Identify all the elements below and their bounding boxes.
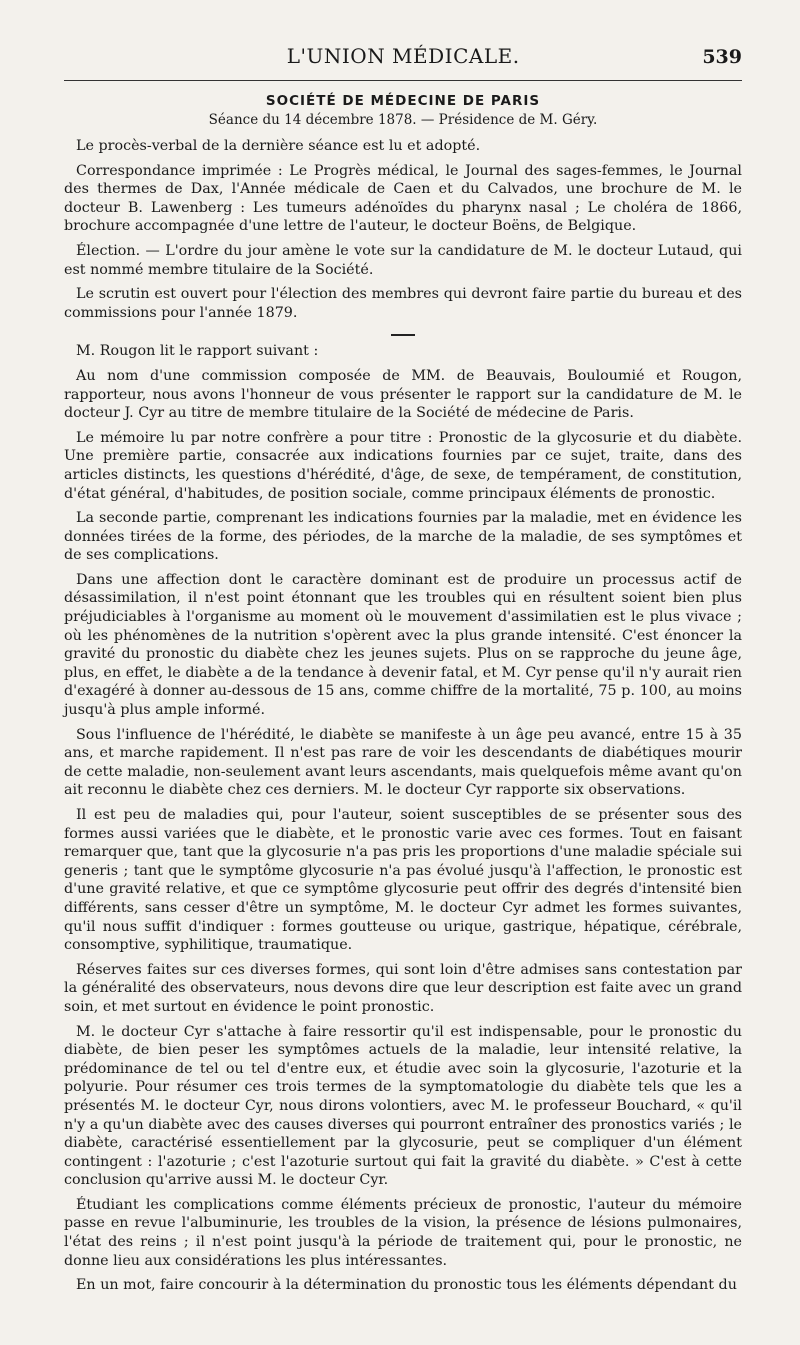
paragraph: Le scrutin est ouvert pour l'élection des membres qui devront faire partie du bureau et des commissions pour l'année 1879. <box>64 286 742 321</box>
paragraph: La seconde partie, comprenant les indications fournies par la maladie, met en évidence les données tirées de la forme, des périodes, de la marche de la maladie, de ses symptômes et de ses complications. <box>64 510 742 564</box>
session-line: Séance du 14 décembre 1878. — Présidence de M. Géry. <box>208 112 598 128</box>
paragraph: Sous l'influence de l'hérédité, le diabète se manifeste à un âge peu avancé, entre 15 à 35 ans, et marche rapidement. Il n'est pas rare de voir les descendants de diabétiques mourir de cette maladie, non-seulement avant leurs ascendants, mais quelquefois même avant qu'on ait reconnu le diabète chez ces derniers. M. le docteur Cyr rapporte six observations. <box>64 726 742 799</box>
paragraph: Élection. — L'ordre du jour amène le vote sur la candidature de M. le docteur Lutaud, qui est nommé membre titulaire de la Société. <box>64 242 742 278</box>
paragraph: Dans une affection dont le caractère dominant est de produire un processus actif de désassimilation, il n'est point étonnant que les troubles qui en résultent soient bien plus préjudiciables à l'organisme au moment où le mouvement d'assimilatien est le plus vivace ; où les phénomènes de la nutrition s'opèrent avec la plus grande intensité. C'est énoncer la gravité du pronostic du diabète chez les jeunes sujets. Plus on se rapproche du jeune âge, plus, en effet, le diabète a de la tendance à devenir fatal, et M. Cyr pense qu'il n'y aurait rien d'exagéré à donner au-dessous de 15 ans, comme chiffre de la mortalité, 75 p. 100, au moins jusqu'à plus ample informé. <box>64 571 742 719</box>
paragraph: Le mémoire lu par notre confrère a pour titre : Pronostic de la glycosurie et du diabète. Une première partie, consacrée aux indications fournies par ce sujet, traite, dans des articles distincts, les questions d'hérédité, d'âge, de sexe, de tempérament, de constitution, d'état général, d'habitudes, de position sociale, comme principaux éléments de pronostic. <box>64 429 742 502</box>
paragraph: Il est peu de maladies qui, pour l'auteur, soient susceptibles de se présenter sous des formes aussi variées que le diabète, et le pronostic varie avec ces formes. Tout en faisant remarquer que, tant que la glycosurie n'a pas pris les proportions d'une maladie spéciale sui generis ; tant que le symptôme glycosurie n'a pas évolué jusqu'à l'affection, le pronostic est d'une gravité relative, et que ce symptôme glycosurie peut offrir des degrés d'intensité bien différents, sans cesser d'être un symptôme, M. le docteur Cyr admet les formes suivantes, qu'il nous suffit d'indiquer : formes goutteuse ou urique, gastrique, hépatique, cérébrale, consomptive, syphilitique, traumatique. <box>64 807 742 954</box>
page-number: 539 <box>702 46 742 68</box>
running-header <box>64 44 742 81</box>
paragraph: En un mot, faire concourir à la détermination du pronostic tous les éléments dépendant du <box>76 1277 737 1294</box>
section-heading: SOCIÉTÉ DE MÉDECINE DE PARIS <box>265 93 541 109</box>
paragraph: Étudiant les complications comme éléments précieux de pronostic, l'auteur du mémoire passe en revue l'albuminurie, les troubles de la vision, la présence de lésions pulmonaires, l'état des reins ; il n'est point jusqu'à la période de traitement qui, pour le pronostic, ne donne lieu aux considérations les plus intéressantes. <box>64 1196 742 1269</box>
paragraph: M. Rougon lit le rapport suivant : <box>76 343 319 360</box>
paragraph: M. le docteur Cyr s'attache à faire ressortir qu'il est indispensable, pour le pronostic du diabète, de bien peser les symptômes actuels de la maladie, leur intensité relative, la prédominance de tel ou tel d'entre eux, et étudie avec soin la glycosurie, l'azoturie et la polyurie. Pour résumer ces trois termes de la symptomatologie du diabète tels que les a présentés M. le docteur Cyr, nous dirons volontiers, avec M. le professeur Bouchard, « qu'il n'y a qu'un diabète avec des causes diverses qui pourront entraîner des pronostics variés ; le diabète, caractérisé essentiellement par la glycosurie, peut se compliquer d'un élément contingent : l'azoturie ; c'est l'azoturie surtout qui fait la gravité du diabète. » C'est à cette conclusion qu'arrive aussi M. le docteur Cyr. <box>64 1023 742 1189</box>
body-text <box>64 137 742 1295</box>
paragraph: Le procès-verbal de la dernière séance est lu et adopté. <box>76 138 481 154</box>
paragraph: Réserves faites sur ces diverses formes, qui sont loin d'être admises sans contestation par la généralité des observateurs, nous devons dire que leur description est faite avec un grand soin, et met surtout en évidence le point pronostic. <box>64 961 742 1015</box>
paragraph: Correspondance imprimée : Le Progrès médical, le Journal des sages-femmes, le Journal des thermes de Dax, l'Année médicale de Caen et du Calvados, une brochure de M. le docteur B. Lawenberg : Les tumeurs adénoïdes du pharynx nasal ; Le choléra de 1866, brochure accompagnée d'une lettre de l'auteur, le docteur Boëns, de Belgique. <box>64 162 742 235</box>
journal-title: L'UNION MÉDICALE. <box>286 44 520 68</box>
paragraph: Au nom d'une commission composée de MM. de Beauvais, Bouloumié et Rougon, rapporteur, nous avons l'honneur de vous présenter le rapport sur la candidature de M. le docteur J. Cyr au titre de membre titulaire de la Société de médecine de Paris. <box>64 367 742 422</box>
section-divider <box>391 334 415 336</box>
